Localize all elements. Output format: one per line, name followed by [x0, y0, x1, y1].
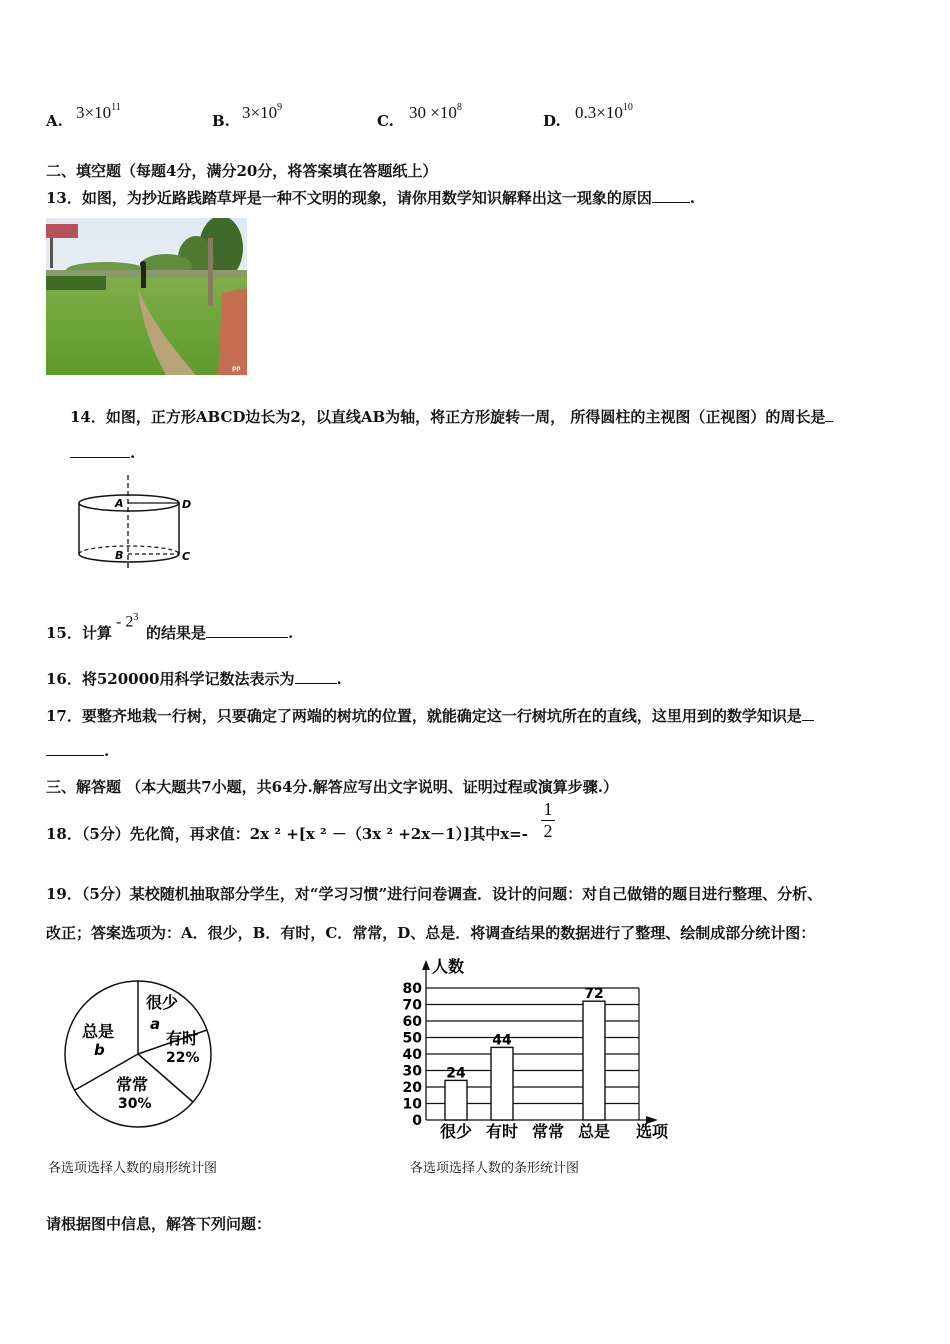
y-axis-arrow — [422, 960, 430, 970]
bar-chart — [396, 950, 676, 1145]
q18-fraction — [541, 799, 555, 842]
option-a-value: $3\times 10^{11}$ — [76, 102, 121, 122]
lawn-photo — [46, 218, 247, 375]
x-tick-label-3: 总是 — [577, 1122, 611, 1141]
y-tick-label-10: 10 — [402, 1096, 422, 1113]
q13-text: 13．如图，为抄近路践踏草坪是一种不文明的现象，请你用数学知识解释出这一现象的原因 . — [46, 189, 696, 207]
option-c-letter: C. — [377, 112, 394, 130]
q15-text: 15．计算 — [46, 624, 112, 642]
bar-3 — [583, 1001, 605, 1120]
x-tick-label-1: 有时 — [485, 1122, 519, 1141]
bar-value-label-0: 24 — [446, 1065, 466, 1082]
option-a — [46, 112, 63, 130]
bar-value-label-3: 72 — [584, 986, 604, 1003]
q15-blank[interactable] — [206, 637, 288, 638]
option-b — [212, 112, 230, 130]
pie-label-zongshi: 总是 — [82, 1022, 115, 1041]
option-c — [377, 112, 394, 130]
bar-0 — [445, 1080, 467, 1120]
y-tick-label-50: 50 — [402, 1030, 422, 1047]
option-d — [543, 112, 561, 130]
q18-frac-num: 1 — [543, 799, 553, 819]
q14-text-end: . — [70, 444, 135, 462]
option-b-letter: B. — [212, 112, 230, 130]
pie-sub-22: 22% — [166, 1050, 200, 1066]
option-d-letter: D. — [543, 112, 561, 130]
bottom-arc-back — [79, 546, 179, 554]
y-tick-label-0: 0 — [412, 1113, 422, 1129]
pie-sub-b: b — [94, 1041, 105, 1059]
svg-text:pp: pp — [232, 365, 241, 372]
pie-sub-a: a — [150, 1015, 161, 1033]
bar-1 — [491, 1047, 513, 1120]
y-tick-label-70: 70 — [402, 997, 422, 1014]
pie-chart — [62, 978, 214, 1130]
y-tick-label-80: 80 — [402, 981, 422, 997]
x-axis-label: 选项 — [635, 1122, 669, 1141]
q17-blank-start[interactable] — [802, 720, 814, 721]
bar-caption: 各选项选择人数的条形统计图 — [410, 1161, 580, 1176]
q13-blank[interactable] — [652, 202, 690, 203]
section3-title: 三、解答题 （本大题共7小题，共64分.解答应写出文字说明、证明过程或演算步骤.） — [46, 778, 618, 796]
y-tick-label-60: 60 — [402, 1014, 422, 1030]
label-d: D — [182, 498, 192, 511]
option-b-value: $3\times 10^9$ — [242, 102, 283, 122]
pie-label-henshao: 很少 — [146, 993, 179, 1012]
label-a: A — [115, 497, 124, 510]
q18-frac-den: 2 — [543, 821, 553, 841]
q16-blank[interactable] — [295, 683, 337, 684]
pie-label-changchang: 常常 — [116, 1075, 149, 1094]
closing-text: 请根据图中信息，解答下列问题： — [46, 1215, 272, 1233]
q18-text: 18．（5分）先化简，再求值：2x ² +[x ² －（3x ² +2x－1）]其中x=- — [46, 825, 528, 843]
label-b: B — [115, 549, 124, 562]
q17-blank[interactable] — [46, 755, 104, 756]
y-axis-label: 人数 — [432, 957, 465, 976]
option-c-value: $30 \times 10^8$ — [409, 102, 462, 122]
label-c: C — [182, 550, 191, 563]
bottom-arc-front — [79, 554, 179, 562]
q15-suffix: 的结果是 . — [146, 624, 294, 642]
q15-expression: - $2^3$ — [116, 612, 139, 631]
y-tick-label-30: 30 — [402, 1063, 422, 1080]
pie-label-youshi: 有时 — [166, 1029, 199, 1048]
pie-caption: 各选项选择人数的扇形统计图 — [48, 1161, 218, 1176]
cylinder-figure — [74, 475, 199, 570]
pie-sub-30: 30% — [118, 1096, 152, 1112]
y-tick-label-40: 40 — [402, 1047, 422, 1063]
y-tick-label-20: 20 — [402, 1080, 422, 1096]
x-tick-label-2: 常常 — [531, 1122, 565, 1141]
q19-line1: 19．（5分）某校随机抽取部分学生，对“学习习惯”进行问卷调查．设计的问题：对自己做错的题目进行整理、分析、 — [46, 885, 823, 903]
q19-line2: 改正；答案选项为：A．很少，B．有时，C．常常，D、总是．将调查结果的数据进行了整理、绘制成部分统计图： — [46, 924, 816, 942]
q17-text: 17．要整齐地栽一行树，只要确定了两端的树坑的位置，就能确定这一行树坑所在的直线，这里用到的数学知识是 — [46, 705, 814, 726]
q14-text: 14．如图，正方形ABCD边长为2，以直线AB为轴，将正方形旋转一周， 所得圆柱的主视图（正视图）的周长是 — [70, 406, 833, 427]
q17-text-end: . — [46, 742, 109, 760]
section2-title: 二、填空题（每题4分，满分20分，将答案填在答题纸上） — [46, 162, 438, 180]
option-a-letter: A. — [46, 112, 63, 130]
q16-text: 16．将520000用科学记数法表示为 . — [46, 670, 342, 688]
option-d-value: $0.3\times 10^{10}$ — [575, 102, 633, 122]
q14-blank-start[interactable] — [825, 421, 833, 422]
x-tick-label-0: 很少 — [439, 1122, 473, 1141]
bar-value-label-1: 44 — [492, 1032, 512, 1049]
q14-blank[interactable] — [70, 457, 130, 458]
